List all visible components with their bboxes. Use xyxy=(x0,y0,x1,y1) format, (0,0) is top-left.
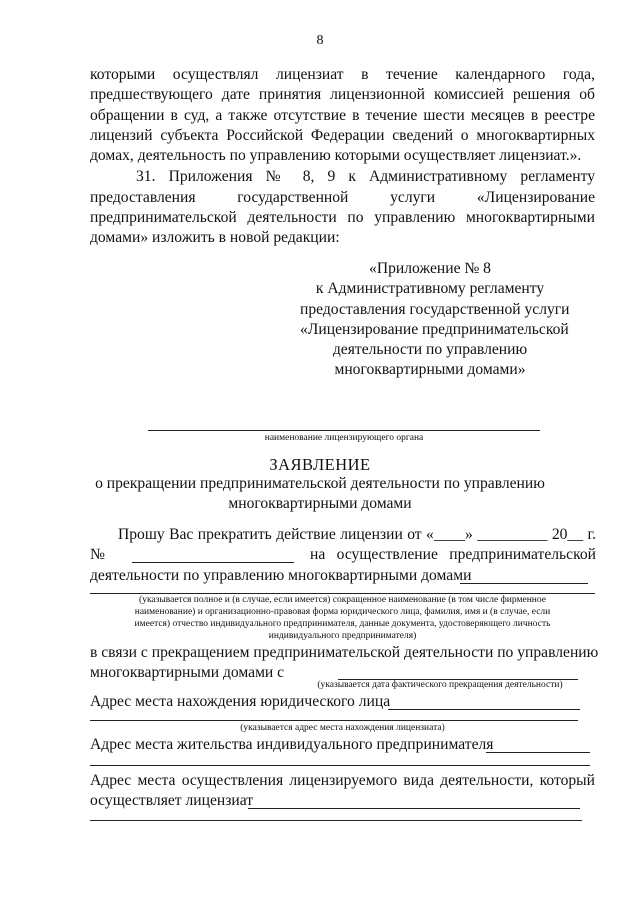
license-date-line: Прошу Вас прекратить действие лицензии от «____» _________ 20__ г. xyxy=(118,526,596,543)
organ-name-line xyxy=(148,430,540,431)
appendix-line: деятельности по управлению xyxy=(332,341,528,358)
activity-text: на осуществление предпринимательской xyxy=(310,546,596,563)
body-line: предоставления государственной услуги «Лицензирование xyxy=(90,189,595,206)
applicant-line xyxy=(90,593,595,594)
appendix-line: «Приложение № 8 xyxy=(369,260,491,277)
document-subtitle: о прекращении предпринимательской деятельности по управлению xyxy=(95,475,545,492)
applicant-caption: индивидуального предпринимателя) xyxy=(268,631,417,641)
license-number-line xyxy=(132,562,294,563)
appendix-line: «Лицензирование предпринимательской xyxy=(300,321,569,338)
reason-text: многоквартирными домами с xyxy=(90,664,285,681)
body-line: обращении в суд, а также отсутствие в течение шести месяцев в реестре xyxy=(90,107,595,124)
body-line: предпринимательской деятельности по управлению многоквартирными xyxy=(90,209,595,226)
activity-text: деятельности по управлению многоквартирными домами xyxy=(90,567,472,584)
activity-address-label: Адрес места осуществления лицензируемого вида деятельности, который xyxy=(90,772,595,789)
document-subtitle: многоквартирными домами xyxy=(228,495,412,512)
appendix-line: многоквартирными домами» xyxy=(334,361,526,378)
legal-address-label: Адрес места нахождения юридического лица xyxy=(90,693,391,710)
applicant-caption: имеется) отчество индивидуального предпринимателя, данные документа, удостоверяющего личность xyxy=(134,619,551,629)
ip-address-line xyxy=(90,765,590,766)
document-title: ЗАЯВЛЕНИЕ xyxy=(269,455,371,474)
applicant-caption: наименование) и организационно-правовая форма юридического лица, фамилия, имя и (в случае, если xyxy=(134,607,551,617)
legal-address-line-end xyxy=(388,709,580,710)
activity-address-line-end xyxy=(248,808,580,809)
activity-address-label: осуществляет лицензиат xyxy=(90,792,254,809)
legal-address-line xyxy=(90,720,578,721)
body-line: домах, деятельность по управлению которыми осуществляет лицензиат.». xyxy=(90,147,582,164)
date-caption: (указывается дата фактического прекращения деятельности) xyxy=(317,680,563,690)
appendix-line: предоставления государственной услуги xyxy=(300,301,570,318)
applicant-caption: (указывается полное и (в случае, если имеется) сокращенное наименование (в том числе фирменное xyxy=(139,595,546,605)
body-line: домами» изложить в новой редакции: xyxy=(90,229,340,246)
body-line: лицензий субъекта Российской Федерации сведений о многоквартирных xyxy=(90,127,595,144)
ip-address-line-end xyxy=(486,752,590,753)
organ-caption: наименование лицензирующего органа xyxy=(264,433,424,443)
appendix-line: к Административному регламенту xyxy=(315,280,545,297)
body-line: 31. Приложения № 8, 9 к Административному регламенту xyxy=(136,168,595,185)
ip-address-label: Адрес места жительства индивидуального предпринимателя xyxy=(90,736,494,753)
activity-address-line xyxy=(90,820,582,821)
legal-address-caption: (указывается адрес места нахождения лицензиата) xyxy=(240,723,445,733)
number-sign: № xyxy=(90,546,105,563)
reason-text: в связи с прекращением предпринимательской деятельности по управлению xyxy=(90,644,599,661)
body-line: которыми осуществлял лицензиат в течение календарного года, xyxy=(90,66,595,83)
applicant-line-end xyxy=(460,583,588,584)
body-line: предшествующего дате принятия лицензионной комиссией решения об xyxy=(90,86,595,103)
page-number: 8 xyxy=(316,33,324,48)
